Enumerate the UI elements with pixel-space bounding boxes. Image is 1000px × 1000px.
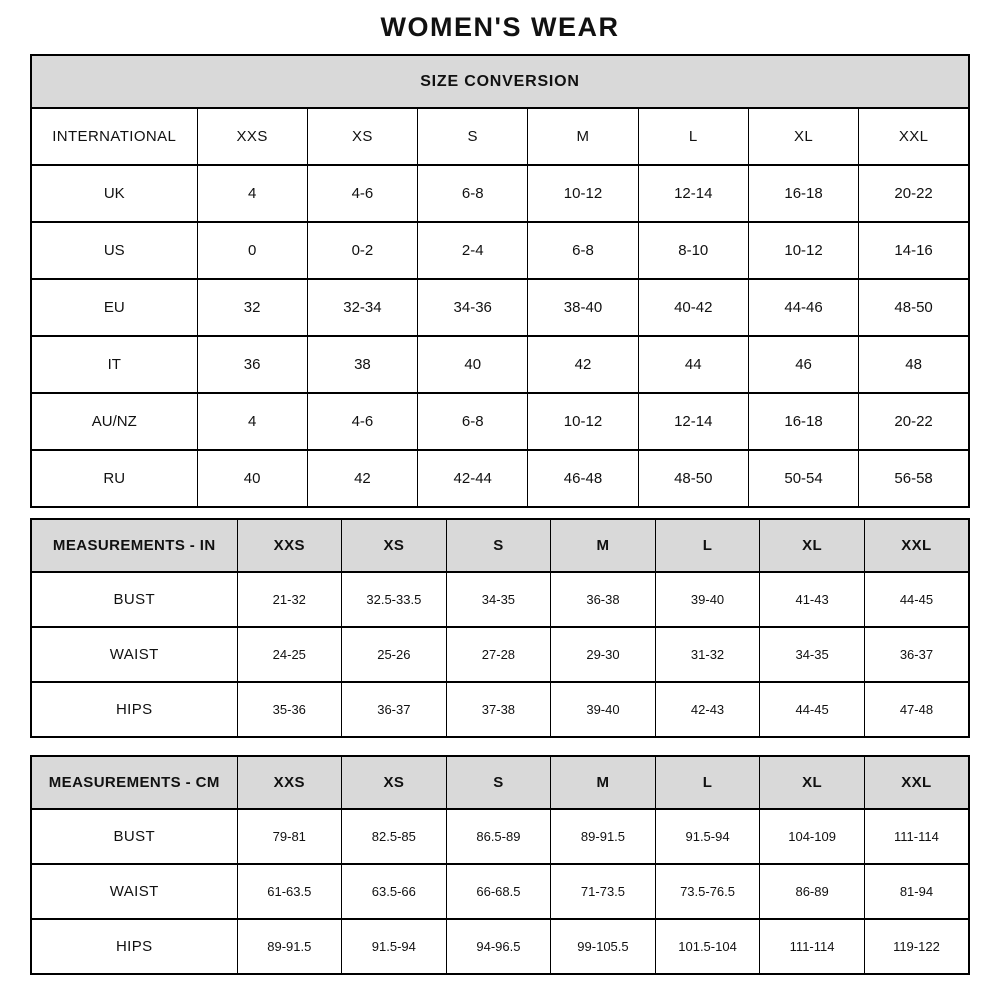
value-cell: 61-63.5 [237,864,342,919]
value-cell: 29-30 [551,627,656,682]
value-cell: 94-96.5 [446,919,551,974]
column-header-cell: XXS [197,108,307,165]
value-cell: 36-37 [864,627,969,682]
column-header-cell: XL [760,756,865,809]
value-cell: 10-12 [528,393,638,450]
value-cell: 32 [197,279,307,336]
table-row [31,279,969,336]
value-cell: 89-91.5 [237,919,342,974]
column-header-cell: XXL [864,519,969,572]
value-cell: 4 [197,165,307,222]
column-header-row [31,756,969,809]
table-banner: SIZE CONVERSION [31,55,969,108]
column-header-row [31,519,969,572]
value-cell: 21-32 [237,572,342,627]
value-cell: 20-22 [859,393,969,450]
measurements-in-table [30,518,970,738]
table-row [31,572,969,627]
column-header-cell: XS [307,108,417,165]
column-header-cell: S [446,519,551,572]
column-header-cell: L [638,108,748,165]
value-cell: 4-6 [307,165,417,222]
value-cell: 101.5-104 [655,919,760,974]
value-cell: 35-36 [237,682,342,737]
value-cell: 86-89 [760,864,865,919]
value-cell: 25-26 [342,627,447,682]
page-title: WOMEN'S WEAR [380,12,620,42]
value-cell: 111-114 [864,809,969,864]
row-label: US [31,222,197,279]
value-cell: 46-48 [528,450,638,507]
column-header-cell: M [551,519,656,572]
column-header-row [31,108,969,165]
table-row [31,222,969,279]
value-cell: 104-109 [760,809,865,864]
row-label: WAIST [31,864,237,919]
column-header-label: MEASUREMENTS - IN [31,519,237,572]
row-label: EU [31,279,197,336]
value-cell: 42-43 [655,682,760,737]
table-row [31,450,969,507]
row-label: UK [31,165,197,222]
value-cell: 34-36 [418,279,528,336]
value-cell: 47-48 [864,682,969,737]
value-cell: 40 [197,450,307,507]
value-cell: 10-12 [528,165,638,222]
value-cell: 42 [528,336,638,393]
value-cell: 82.5-85 [342,809,447,864]
column-header-cell: XXL [864,756,969,809]
row-label: BUST [31,809,237,864]
value-cell: 44-45 [864,572,969,627]
value-cell: 38 [307,336,417,393]
table-row [31,682,969,737]
value-cell: 4 [197,393,307,450]
value-cell: 4-6 [307,393,417,450]
table-row [31,809,969,864]
value-cell: 50-54 [748,450,858,507]
value-cell: 6-8 [528,222,638,279]
value-cell: 79-81 [237,809,342,864]
column-header-cell: XL [748,108,858,165]
value-cell: 31-32 [655,627,760,682]
value-cell: 56-58 [859,450,969,507]
column-header-cell: XL [760,519,865,572]
size-chart-page [30,0,970,975]
value-cell: 41-43 [760,572,865,627]
value-cell: 37-38 [446,682,551,737]
value-cell: 44-45 [760,682,865,737]
value-cell: 66-68.5 [446,864,551,919]
column-header-cell: XXS [237,519,342,572]
row-label: AU/NZ [31,393,197,450]
table-row [31,336,969,393]
column-header-cell: XXL [859,108,969,165]
value-cell: 10-12 [748,222,858,279]
value-cell: 99-105.5 [551,919,656,974]
table-banner-row [31,55,969,108]
value-cell: 119-122 [864,919,969,974]
value-cell: 38-40 [528,279,638,336]
row-label: HIPS [31,919,237,974]
row-label: IT [31,336,197,393]
column-header-cell: L [655,519,760,572]
table-row [31,165,969,222]
value-cell: 27-28 [446,627,551,682]
value-cell: 12-14 [638,165,748,222]
table-row [31,393,969,450]
value-cell: 34-35 [446,572,551,627]
table-row [31,627,969,682]
column-header-cell: L [655,756,760,809]
value-cell: 20-22 [859,165,969,222]
measurements-cm-table [30,755,970,975]
value-cell: 81-94 [864,864,969,919]
value-cell: 32-34 [307,279,417,336]
value-cell: 16-18 [748,393,858,450]
value-cell: 42-44 [418,450,528,507]
value-cell: 39-40 [655,572,760,627]
row-label: BUST [31,572,237,627]
value-cell: 44-46 [748,279,858,336]
value-cell: 44 [638,336,748,393]
column-header-cell: XS [342,519,447,572]
row-label: WAIST [31,627,237,682]
value-cell: 63.5-66 [342,864,447,919]
value-cell: 34-35 [760,627,865,682]
value-cell: 24-25 [237,627,342,682]
column-header-cell: XXS [237,756,342,809]
row-label: HIPS [31,682,237,737]
column-header-cell: S [418,108,528,165]
value-cell: 48-50 [859,279,969,336]
value-cell: 0-2 [307,222,417,279]
value-cell: 8-10 [638,222,748,279]
size-conversion-table [30,54,970,508]
value-cell: 6-8 [418,165,528,222]
value-cell: 0 [197,222,307,279]
value-cell: 91.5-94 [342,919,447,974]
table-row [31,919,969,974]
table-row [31,864,969,919]
column-header-cell: S [446,756,551,809]
value-cell: 48 [859,336,969,393]
value-cell: 32.5-33.5 [342,572,447,627]
value-cell: 36-37 [342,682,447,737]
value-cell: 42 [307,450,417,507]
value-cell: 6-8 [418,393,528,450]
value-cell: 46 [748,336,858,393]
value-cell: 40-42 [638,279,748,336]
value-cell: 89-91.5 [551,809,656,864]
value-cell: 91.5-94 [655,809,760,864]
value-cell: 36-38 [551,572,656,627]
value-cell: 16-18 [748,165,858,222]
value-cell: 36 [197,336,307,393]
value-cell: 73.5-76.5 [655,864,760,919]
value-cell: 111-114 [760,919,865,974]
column-header-label: MEASUREMENTS - CM [31,756,237,809]
value-cell: 12-14 [638,393,748,450]
value-cell: 48-50 [638,450,748,507]
value-cell: 71-73.5 [551,864,656,919]
value-cell: 39-40 [551,682,656,737]
value-cell: 2-4 [418,222,528,279]
column-header-label: INTERNATIONAL [31,108,197,165]
value-cell: 86.5-89 [446,809,551,864]
value-cell: 14-16 [859,222,969,279]
column-header-cell: XS [342,756,447,809]
column-header-cell: M [551,756,656,809]
row-label: RU [31,450,197,507]
value-cell: 40 [418,336,528,393]
column-header-cell: M [528,108,638,165]
